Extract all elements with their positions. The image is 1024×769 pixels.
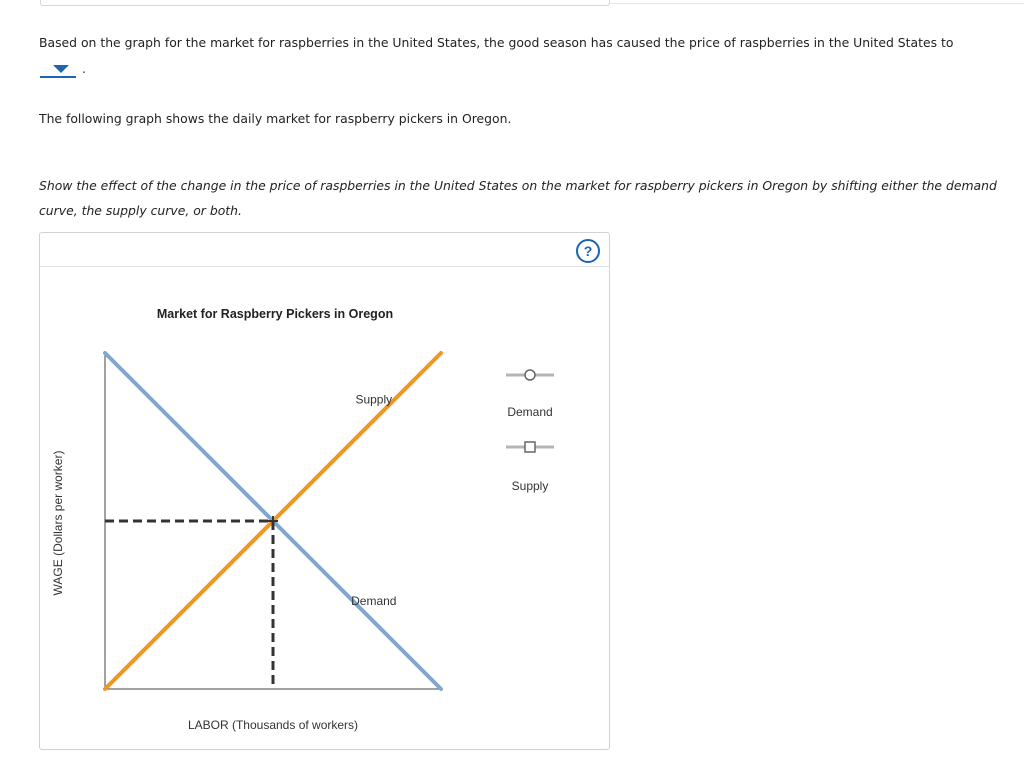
help-icon[interactable]: ?	[576, 239, 600, 263]
legend-demand-tool[interactable]	[506, 370, 554, 380]
graph-panel	[39, 232, 610, 750]
sentence-period: .	[82, 62, 86, 76]
legend-supply-tool[interactable]	[506, 442, 554, 452]
question-text-2: The following graph shows the daily market for raspberry pickers in Oregon.	[39, 111, 512, 126]
question-text-1: Based on the graph for the market for raspberries in the United States, the good season has caused the price of raspberries in the United States to	[39, 35, 954, 50]
chart-svg	[40, 233, 609, 749]
previous-panel-border	[40, 0, 610, 6]
x-axis-label: LABOR (Thousands of workers)	[187, 718, 359, 732]
price-change-dropdown[interactable]	[40, 62, 76, 78]
chart-title: Market for Raspberry Pickers in Oregon	[156, 307, 394, 321]
circle-marker-icon	[525, 370, 535, 380]
legend-supply-label: Supply	[511, 479, 549, 493]
instructions-text: Show the effect of the change in the price of raspberries in the United States on the market for raspberry pickers in Oregon by shifting either the demand curve, the supply curve, or both.	[39, 178, 997, 218]
chevron-down-icon	[53, 65, 69, 73]
demand-curve-label: Demand	[351, 594, 397, 608]
square-marker-icon	[525, 442, 535, 452]
y-axis-label: WAGE (Dollars per worker)	[51, 450, 65, 596]
supply-curve-label: Supply	[355, 392, 393, 407]
legend-demand-label: Demand	[507, 405, 553, 419]
top-divider	[608, 3, 1024, 4]
